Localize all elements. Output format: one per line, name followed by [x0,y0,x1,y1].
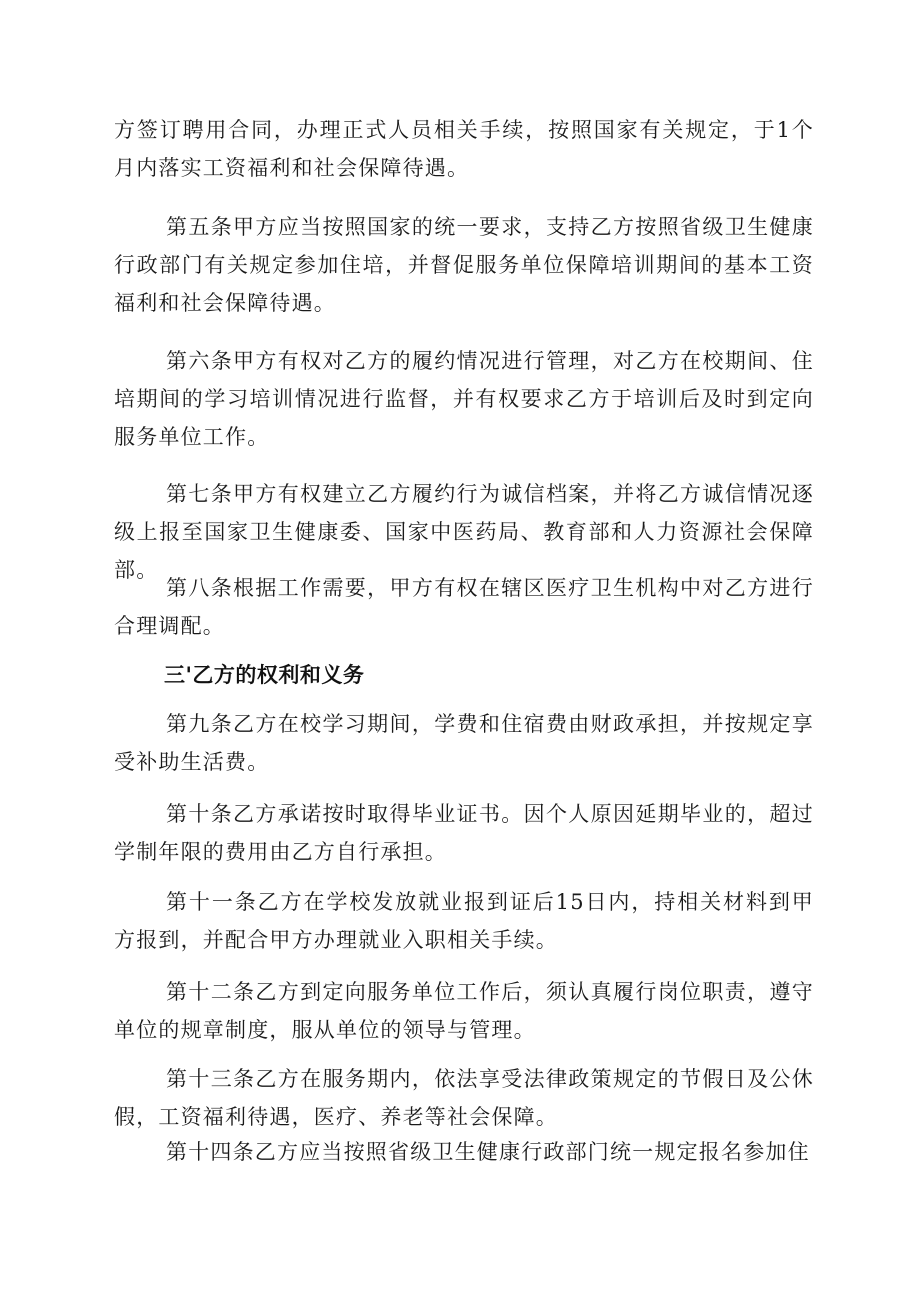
paragraph-article-5: 第五条甲方应当按照国家的统一要求，支持乙方按照省级卫生健康行政部门有关规定参加住培，并督促服务单位保障培训期间的基本工资福利和社会保障待遇。 [114,215,814,315]
paragraph-article-9: 第九条乙方在校学习期间，学费和住宿费由财政承担，并按规定享受补助生活费。 [114,712,814,774]
paragraph-article-12: 第十二条乙方到定向服务单位工作后，须认真履行岗位职责，遵守单位的规章制度，服从单位的领导与管理。 [114,980,814,1042]
paragraph-article-13: 第十三条乙方在服务期内，依法享受法律政策规定的节假日及公休假，工资福利待遇，医疗、养老等社会保障。 [114,1067,814,1129]
paragraph-article-10: 第十条乙方承诺按时取得毕业证书。因个人原因延期毕业的，超过学制年限的费用由乙方自行承担。 [114,802,814,864]
paragraph-article-7: 第七条甲方有权建立乙方履约行为诚信档案，并将乙方诚信情况逐级上报至国家卫生健康委、国家中医药局、教育部和人力资源社会保障部。 [114,482,814,582]
paragraph-article-14: 第十四条乙方应当按照省级卫生健康行政部门统一规定报名参加住 [166,1140,810,1164]
paragraph-article-11: 第十一条乙方在学校发放就业报到证后15日内，持相关材料到甲方报到，并配合甲方办理就业入职相关手续。 [114,890,814,952]
paragraph-article-8: 第八条根据工作需要，甲方有权在辖区医疗卫生机构中对乙方进行合理调配。 [114,576,814,638]
paragraph-continuation: 方签订聘用合同，办理正式人员相关手续，按照国家有关规定，于1个月内落实工资福利和社会保障待遇。 [114,118,814,180]
paragraph-article-6: 第六条甲方有权对乙方的履约情况进行管理，对乙方在校期间、住培期间的学习培训情况进行监督，并有权要求乙方于培训后及时到定向服务单位工作。 [114,349,814,449]
section-heading: 三'乙方的权利和义务 [164,663,365,687]
